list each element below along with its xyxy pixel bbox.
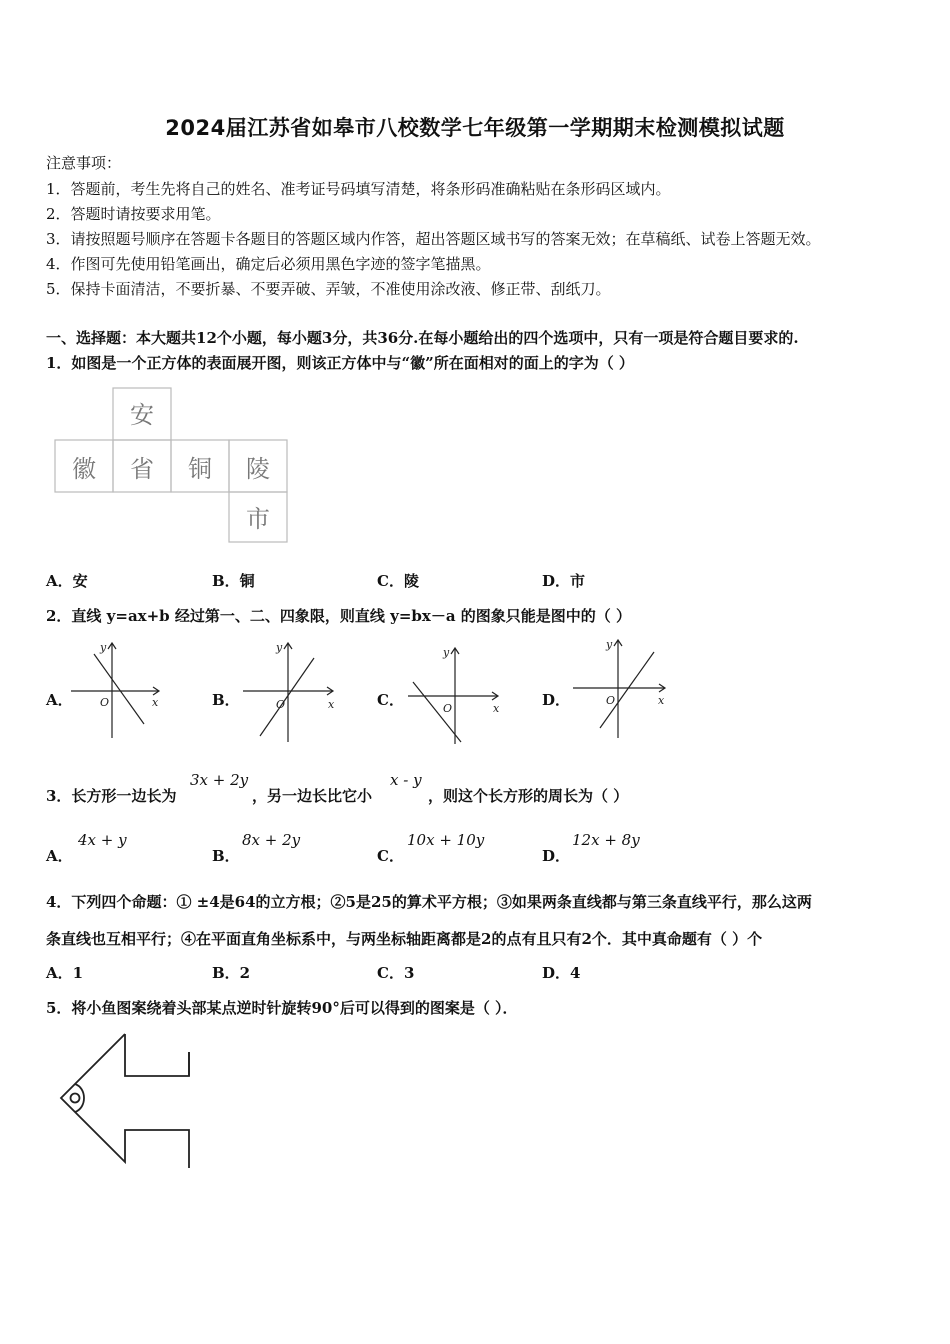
svg-text:y: y — [100, 641, 107, 654]
fish-figure — [55, 1030, 200, 1170]
notice-item: 1．答题前，考生先将自己的姓名、准考证号码填写清楚，将条形码准确粘贴在条形码区域内。 — [46, 180, 671, 198]
svg-text:O: O — [606, 694, 616, 707]
option-a[interactable]: A．1 — [46, 964, 84, 982]
net-face: 铜 — [188, 455, 212, 483]
net-face: 徽 — [72, 455, 96, 483]
option-a-label[interactable]: A． — [46, 847, 73, 865]
question-3-stem-part2: ，另一边长比它小 — [252, 787, 373, 805]
option-d[interactable]: D．4 — [542, 964, 581, 982]
question-1-stem: 1．如图是一个正方体的表面展开图，则该正方体中与“徽”所在面相对的面上的字为（ ） — [46, 354, 634, 372]
graph-option-b[interactable] — [240, 640, 340, 744]
option-d-expression[interactable]: 12x + 8y — [572, 831, 640, 849]
cube-net-figure — [50, 385, 290, 545]
option-c-label[interactable]: C． — [377, 691, 404, 709]
option-b[interactable]: B．铜 — [212, 572, 255, 590]
graph-option-d[interactable] — [570, 636, 670, 740]
option-c[interactable]: C．3 — [377, 964, 415, 982]
option-b[interactable]: B．2 — [212, 964, 251, 982]
option-a-label[interactable]: A． — [46, 691, 73, 709]
svg-text:O: O — [100, 696, 110, 709]
question-4-stem-line1: 4．下列四个命题：① ±4是64的立方根；②5是25的算术平方根；③如果两条直线都与第三条直线平行，那么这两 — [46, 893, 812, 911]
notice-heading: 注意事项： — [46, 154, 122, 172]
option-d-label[interactable]: D． — [542, 691, 571, 709]
option-b-label[interactable]: B． — [212, 691, 240, 709]
question-2-stem: 2．直线 y=ax+b 经过第一、二、四象限，则直线 y=bx－a 的图象只能是图中的（ ） — [46, 607, 631, 625]
option-a-expression[interactable]: 4x + y — [78, 831, 127, 849]
question-5-stem: 5．将小鱼图案绕着头部某点逆时针旋转90°后可以得到的图案是（ ）． — [46, 999, 518, 1017]
question-4-stem-line2: 条直线也互相平行；④在平面直角坐标系中，与两坐标轴距离都是2的点有且只有2个．其中真命题有（ ）个 — [46, 930, 763, 948]
question-3-stem-part1: 3．长方形一边长为 — [46, 787, 177, 805]
svg-text:O: O — [443, 702, 453, 715]
svg-text:y: y — [606, 638, 613, 651]
option-a[interactable]: A．安 — [46, 572, 88, 590]
graph-option-c[interactable] — [405, 640, 505, 744]
option-c[interactable]: C．陵 — [377, 572, 419, 590]
graph-option-a[interactable] — [66, 640, 166, 744]
svg-text:y: y — [443, 646, 450, 659]
expression-length: 3x + 2y — [190, 771, 249, 789]
svg-text:y: y — [276, 641, 283, 654]
svg-text:x: x — [328, 698, 335, 711]
option-d[interactable]: D．市 — [542, 572, 586, 590]
net-face: 安 — [130, 401, 154, 429]
svg-text:x: x — [658, 694, 665, 707]
option-d-label[interactable]: D． — [542, 847, 571, 865]
option-b-label[interactable]: B． — [212, 847, 240, 865]
notice-item: 4．作图可先使用铅笔画出，确定后必须用黑色字迹的签字笔描黑。 — [46, 255, 491, 273]
section-heading: 一、选择题：本大题共12个小题，每小题3分，共36分.在每小题给出的四个选项中，只有一项是符合题目要求的. — [46, 329, 799, 347]
notice-item: 3．请按照题号顺序在答题卡各题目的答题区域内作答，超出答题区域书写的答案无效；在草稿纸、试卷上答题无效。 — [46, 230, 821, 248]
net-face: 陵 — [246, 455, 270, 483]
notice-item: 2．答题时请按要求用笔。 — [46, 205, 221, 223]
svg-text:O: O — [276, 698, 286, 711]
net-face: 市 — [246, 505, 270, 533]
option-c-expression[interactable]: 10x + 10y — [407, 831, 485, 849]
svg-text:x: x — [152, 696, 159, 709]
option-c-label[interactable]: C． — [377, 847, 404, 865]
expression-difference: x - y — [390, 771, 422, 789]
notice-item: 5．保持卡面清洁，不要折暴、不要弄破、弄皱，不准使用涂改液、修正带、刮纸刀。 — [46, 280, 611, 298]
page-title: 2024届江苏省如皋市八校数学七年级第一学期期末检测模拟试题 — [165, 116, 785, 140]
net-face: 省 — [130, 455, 154, 483]
question-3-stem-part3: ，则这个长方形的周长为（ ） — [428, 787, 629, 805]
svg-text:x: x — [493, 702, 500, 715]
option-b-expression[interactable]: 8x + 2y — [242, 831, 301, 849]
